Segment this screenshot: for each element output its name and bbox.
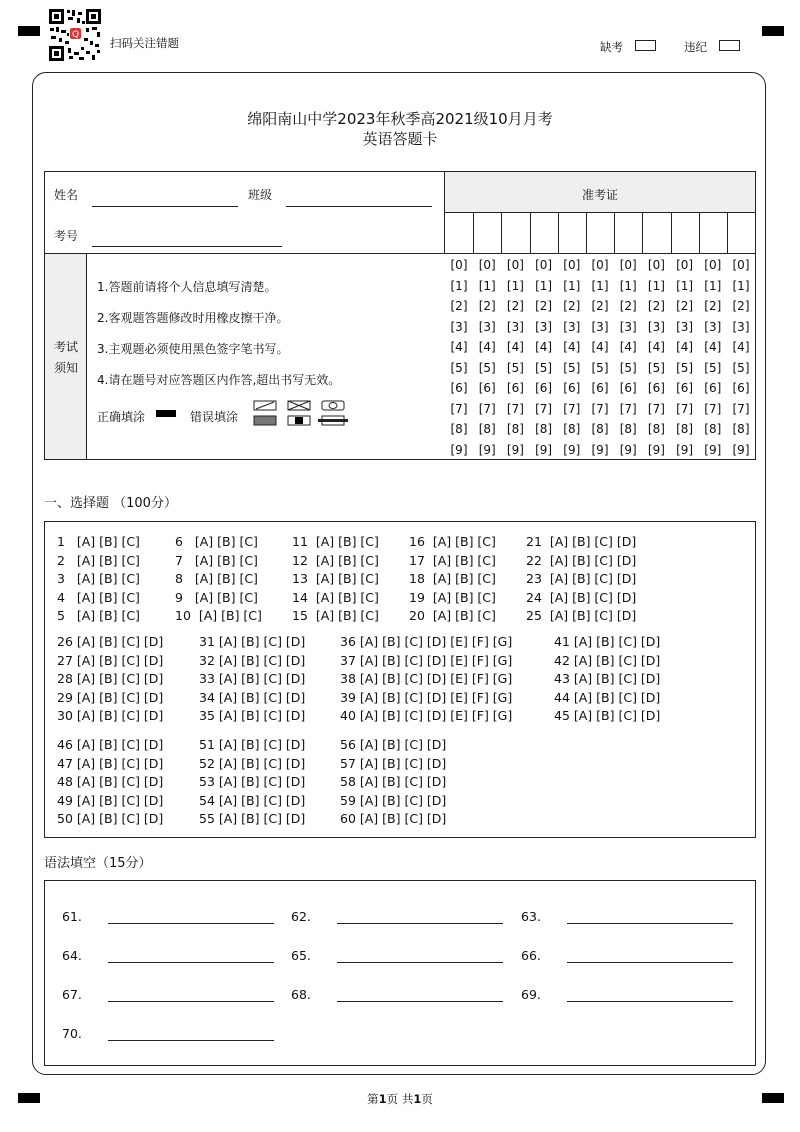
notice-item-1: 1.答题前请将个人信息填写清楚。 — [97, 280, 277, 294]
alignment-mark-top-left — [18, 26, 40, 36]
question-row[interactable]: 2 [A] [B] [C] — [57, 552, 140, 568]
question-row[interactable]: 31 [A] [B] [C] [D] — [199, 634, 306, 649]
fill-answer-line[interactable] — [567, 923, 733, 924]
digit-bubble[interactable]: [8] — [619, 422, 637, 436]
digit-bubble[interactable]: [4] — [619, 340, 637, 354]
question-row[interactable]: 6 [A] [B] [C] — [175, 534, 258, 549]
digit-bubble[interactable]: [4] — [704, 340, 722, 354]
digit-bubble[interactable]: [8] — [450, 422, 468, 436]
digit-bubble[interactable]: [2] — [647, 299, 665, 313]
question-group — [199, 736, 305, 829]
digit-bubble[interactable]: [8] — [535, 422, 553, 436]
class-field[interactable] — [286, 206, 432, 207]
question-group — [554, 633, 660, 726]
page-total: 1 — [413, 1092, 422, 1106]
fill-item-number: 69. — [521, 987, 541, 1002]
digit-bubble[interactable]: [2] — [450, 299, 468, 313]
digit-bubble[interactable]: [7] — [732, 401, 750, 416]
question-row[interactable]: 25 [A] [B] [C] [D] — [526, 608, 637, 623]
question-row[interactable]: 50 [A] [B] [C] [D] — [57, 811, 164, 826]
question-row[interactable]: 24 [A] [B] [C] [D] — [526, 589, 637, 605]
notice-item-4: 4.请在题号对应答题区内作答,超出书写无效。 — [97, 373, 341, 387]
digit-bubble[interactable]: [4] — [535, 340, 553, 354]
digit-bubble[interactable]: [2] — [563, 299, 581, 313]
question-row[interactable]: 46 [A] [B] [C] [D] — [57, 737, 164, 752]
section2-title: 语法填空（15分） — [44, 856, 152, 871]
digit-bubble[interactable]: [8] — [676, 422, 694, 436]
scan-label: 扫码关注错题 — [110, 36, 179, 50]
digit-bubble[interactable]: [3] — [704, 319, 722, 334]
digit-bubble[interactable]: [9] — [647, 442, 665, 457]
question-row[interactable]: 48 [A] [B] [C] [D] — [57, 774, 164, 789]
fill-item-number: 67. — [62, 987, 82, 1002]
admission-digit-column — [586, 255, 614, 460]
violation-checkbox[interactable] — [719, 40, 740, 51]
digit-bubble[interactable]: [3] — [647, 319, 665, 334]
page-number — [0, 1091, 800, 1107]
digit-bubble[interactable]: [9] — [619, 442, 637, 457]
digit-bubble[interactable]: [5] — [563, 360, 581, 375]
digit-bubble[interactable]: [0] — [591, 258, 609, 272]
notice-label-column — [45, 254, 87, 459]
question-row[interactable]: 28 [A] [B] [C] [D] — [57, 671, 164, 686]
admission-digit-column — [642, 255, 670, 460]
digit-bubble[interactable]: [6] — [732, 381, 750, 395]
page-current: 1 — [378, 1092, 387, 1106]
digit-bubble[interactable]: [8] — [732, 422, 750, 436]
digit-bubble[interactable]: [7] — [535, 401, 553, 416]
question-row[interactable]: 1 [A] [B] [C] — [57, 534, 140, 549]
question-row[interactable]: 57 [A] [B] [C] [D] — [340, 755, 447, 771]
exam-no-label: 考号 — [54, 229, 79, 243]
digit-bubble[interactable]: [0] — [732, 258, 750, 272]
digit-bubble[interactable]: [3] — [450, 319, 468, 334]
question-row[interactable]: 35 [A] [B] [C] [D] — [199, 708, 306, 723]
question-row[interactable]: 40 [A] [B] [C] [D] [E] [F] [G] — [340, 708, 513, 723]
question-row[interactable]: 12 [A] [B] [C] — [292, 552, 379, 568]
admission-digit-column — [473, 255, 501, 460]
fill-answer-line[interactable] — [108, 923, 274, 924]
admission-digit-cell[interactable] — [530, 213, 558, 253]
digit-bubble[interactable]: [6] — [478, 381, 496, 395]
question-row[interactable]: 41 [A] [B] [C] [D] — [554, 634, 661, 649]
sheet-title: 英语答题卡 — [362, 130, 438, 148]
digit-bubble[interactable]: [7] — [450, 401, 468, 416]
digit-bubble[interactable]: [1] — [450, 278, 468, 293]
digit-bubble[interactable]: [0] — [647, 258, 665, 272]
admission-digit-cell[interactable] — [445, 213, 473, 253]
admission-digit-column — [614, 255, 642, 460]
digit-bubble[interactable]: [4] — [732, 340, 750, 354]
digit-bubble[interactable]: [1] — [704, 278, 722, 293]
question-group — [57, 533, 140, 626]
question-row[interactable]: 42 [A] [B] [C] [D] — [554, 652, 661, 668]
digit-bubble[interactable]: [1] — [535, 278, 553, 293]
digit-bubble[interactable]: [2] — [676, 299, 694, 313]
digit-bubble[interactable]: [0] — [563, 258, 581, 272]
admission-digit-cell[interactable] — [473, 213, 501, 253]
question-row[interactable]: 27 [A] [B] [C] [D] — [57, 652, 164, 668]
digit-bubble[interactable]: [2] — [732, 299, 750, 313]
admission-digit-column — [501, 255, 529, 460]
digit-bubble[interactable]: [5] — [676, 360, 694, 375]
question-row[interactable]: 45 [A] [B] [C] [D] — [554, 708, 661, 723]
absent-checkbox[interactable] — [635, 40, 656, 51]
alignment-mark-top-right — [762, 26, 784, 36]
digit-bubble[interactable]: [2] — [478, 299, 496, 313]
digit-bubble[interactable]: [6] — [506, 381, 524, 395]
wrong-fill-label: 错误填涂 — [190, 410, 239, 424]
digit-bubble[interactable]: [6] — [591, 381, 609, 395]
question-row[interactable]: 58 [A] [B] [C] [D] — [340, 774, 447, 789]
digit-bubble[interactable]: [2] — [506, 299, 524, 313]
admission-digit-cell[interactable] — [614, 213, 642, 253]
digit-bubble[interactable]: [4] — [591, 340, 609, 354]
question-row[interactable]: 36 [A] [B] [C] [D] [E] [F] [G] — [340, 634, 513, 649]
digit-bubble[interactable]: [4] — [506, 340, 524, 354]
digit-bubble[interactable]: [2] — [619, 299, 637, 313]
digit-bubble[interactable]: [3] — [732, 319, 750, 334]
question-row[interactable]: 16 [A] [B] [C] — [409, 534, 496, 549]
wrong-fill-examples-icon — [252, 399, 348, 429]
question-row[interactable]: 11 [A] [B] [C] — [292, 534, 379, 549]
question-row[interactable]: 22 [A] [B] [C] [D] — [526, 552, 637, 568]
question-group — [175, 533, 262, 626]
digit-bubble[interactable]: [4] — [676, 340, 694, 354]
question-row[interactable]: 29 [A] [B] [C] [D] — [57, 689, 164, 705]
question-row[interactable]: 20 [A] [B] [C] — [409, 608, 496, 623]
digit-bubble[interactable]: [0] — [535, 258, 553, 272]
question-group — [340, 633, 512, 726]
digit-bubble[interactable]: [3] — [619, 319, 637, 334]
digit-bubble[interactable]: [2] — [704, 299, 722, 313]
digit-bubble[interactable]: [5] — [450, 360, 468, 375]
digit-bubble[interactable]: [7] — [478, 401, 496, 416]
notice-label-line2: 须知 — [54, 361, 79, 375]
digit-bubble[interactable]: [7] — [506, 401, 524, 416]
digit-bubble[interactable]: [0] — [506, 258, 524, 272]
fill-item-number: 65. — [291, 948, 311, 963]
question-row[interactable]: 3 [A] [B] [C] — [57, 571, 140, 586]
question-row[interactable]: 8 [A] [B] [C] — [175, 571, 258, 586]
admission-digit-cell[interactable] — [501, 213, 529, 253]
fill-item-number: 61. — [62, 909, 82, 924]
question-group — [340, 736, 446, 829]
digit-bubble[interactable]: [9] — [591, 442, 609, 457]
question-group — [292, 533, 379, 626]
admission-digit-cell[interactable] — [727, 213, 755, 253]
digit-bubble[interactable]: [8] — [563, 422, 581, 436]
name-field[interactable] — [92, 206, 238, 207]
question-row[interactable]: 44 [A] [B] [C] [D] — [554, 689, 661, 705]
digit-bubble[interactable]: [8] — [506, 422, 524, 436]
fill-answer-line[interactable] — [567, 962, 733, 963]
digit-bubble[interactable]: [6] — [563, 381, 581, 395]
admission-digit-column — [530, 255, 558, 460]
digit-bubble[interactable]: [2] — [535, 299, 553, 313]
digit-bubble[interactable]: [9] — [506, 442, 524, 457]
digit-bubble[interactable]: [0] — [676, 258, 694, 272]
digit-bubble[interactable]: [6] — [704, 381, 722, 395]
digit-bubble[interactable]: [7] — [563, 401, 581, 416]
digit-bubble[interactable]: [4] — [478, 340, 496, 354]
page-suffix: 页 — [421, 1092, 433, 1106]
digit-bubble[interactable]: [5] — [732, 360, 750, 375]
notice-item-3: 3.主观题必须使用黑色签字笔书写。 — [97, 342, 289, 356]
digit-bubble[interactable]: [0] — [450, 258, 468, 272]
digit-bubble[interactable]: [8] — [647, 422, 665, 436]
question-row[interactable]: 17 [A] [B] [C] — [409, 552, 496, 568]
admission-digit-column — [699, 255, 727, 460]
question-row[interactable]: 60 [A] [B] [C] [D] — [340, 811, 447, 826]
fill-item-number: 64. — [62, 948, 82, 963]
question-row[interactable]: 26 [A] [B] [C] [D] — [57, 634, 164, 649]
digit-bubble[interactable]: [5] — [535, 360, 553, 375]
fill-answer-line[interactable] — [108, 1001, 274, 1002]
question-row[interactable]: 21 [A] [B] [C] [D] — [526, 534, 637, 549]
digit-bubble[interactable]: [8] — [478, 422, 496, 436]
digit-bubble[interactable]: [4] — [450, 340, 468, 354]
digit-bubble[interactable]: [5] — [619, 360, 637, 375]
fill-answer-line[interactable] — [567, 1001, 733, 1002]
absent-label: 缺考 — [600, 40, 623, 54]
digit-bubble[interactable]: [1] — [506, 278, 524, 293]
question-row[interactable]: 19 [A] [B] [C] — [409, 589, 496, 605]
fill-item-number: 68. — [291, 987, 311, 1002]
qr-code-icon — [48, 8, 102, 62]
admission-digit-column — [558, 255, 586, 460]
name-label: 姓名 — [54, 188, 79, 202]
question-row[interactable]: 39 [A] [B] [C] [D] [E] [F] [G] — [340, 689, 513, 705]
digit-bubble[interactable]: [3] — [563, 319, 581, 334]
question-row[interactable]: 9 [A] [B] [C] — [175, 589, 258, 605]
digit-bubble[interactable]: [3] — [535, 319, 553, 334]
question-row[interactable]: 47 [A] [B] [C] [D] — [57, 755, 164, 771]
admission-digit-cell[interactable] — [586, 213, 614, 253]
fill-answer-line[interactable] — [337, 923, 503, 924]
section1-title: 一、选择题 （100分） — [44, 496, 177, 511]
question-row[interactable]: 51 [A] [B] [C] [D] — [199, 737, 306, 752]
question-row[interactable]: 32 [A] [B] [C] [D] — [199, 652, 306, 668]
digit-bubble[interactable]: [0] — [619, 258, 637, 272]
digit-bubble[interactable]: [7] — [591, 401, 609, 416]
question-row[interactable]: 7 [A] [B] [C] — [175, 552, 258, 568]
question-group — [526, 533, 636, 626]
question-row[interactable]: 23 [A] [B] [C] [D] — [526, 571, 637, 586]
digit-bubble[interactable]: [7] — [647, 401, 665, 416]
question-row[interactable]: 10 [A] [B] [C] — [175, 608, 262, 623]
digit-bubble[interactable]: [6] — [535, 381, 553, 395]
info-divider — [44, 253, 756, 254]
question-group — [409, 533, 496, 626]
digit-bubble[interactable]: [9] — [676, 442, 694, 457]
fill-item-number: 63. — [521, 909, 541, 924]
digit-bubble[interactable]: [1] — [647, 278, 665, 293]
digit-bubble[interactable]: [1] — [732, 278, 750, 293]
fill-item-number: 62. — [291, 909, 311, 924]
admission-digit-column — [727, 255, 755, 460]
digit-bubble[interactable]: [5] — [591, 360, 609, 375]
question-row[interactable]: 49 [A] [B] [C] [D] — [57, 792, 164, 808]
digit-bubble[interactable]: [6] — [647, 381, 665, 395]
digit-bubble[interactable]: [9] — [478, 442, 496, 457]
digit-bubble[interactable]: [6] — [676, 381, 694, 395]
digit-bubble[interactable]: [8] — [591, 422, 609, 436]
fill-answer-line[interactable] — [337, 962, 503, 963]
question-row[interactable]: 38 [A] [B] [C] [D] [E] [F] [G] — [340, 671, 513, 686]
question-row[interactable]: 18 [A] [B] [C] — [409, 571, 496, 586]
admission-digit-column — [671, 255, 699, 460]
question-row[interactable]: 53 [A] [B] [C] [D] — [199, 774, 306, 789]
admission-digit-cell[interactable] — [642, 213, 670, 253]
digit-bubble[interactable]: [0] — [704, 258, 722, 272]
page-prefix: 第 — [367, 1092, 379, 1106]
digit-bubble[interactable]: [6] — [450, 381, 468, 395]
question-group — [199, 633, 305, 726]
digit-bubble[interactable]: [7] — [619, 401, 637, 416]
question-row[interactable]: 4 [A] [B] [C] — [57, 589, 140, 605]
digit-bubble[interactable]: [6] — [619, 381, 637, 395]
question-row[interactable]: 15 [A] [B] [C] — [292, 608, 379, 623]
admission-label: 准考证 — [582, 188, 619, 202]
digit-bubble[interactable]: [5] — [647, 360, 665, 375]
digit-bubble[interactable]: [3] — [506, 319, 524, 334]
notice-item-2: 2.客观题答题修改时用橡皮擦干净。 — [97, 311, 289, 325]
question-row[interactable]: 5 [A] [B] [C] — [57, 608, 140, 623]
question-group — [57, 633, 163, 726]
question-row[interactable]: 56 [A] [B] [C] [D] — [340, 737, 447, 752]
question-row[interactable]: 30 [A] [B] [C] [D] — [57, 708, 164, 723]
digit-bubble[interactable]: [1] — [478, 278, 496, 293]
admission-digit-cell[interactable] — [671, 213, 699, 253]
digit-bubble[interactable]: [9] — [563, 442, 581, 457]
class-label: 班级 — [248, 188, 273, 202]
digit-bubble[interactable]: [2] — [591, 299, 609, 313]
notice-label-line1: 考试 — [54, 340, 79, 354]
page-mid: 页 共 — [386, 1092, 414, 1106]
question-row[interactable]: 59 [A] [B] [C] [D] — [340, 792, 447, 808]
question-row[interactable]: 33 [A] [B] [C] [D] — [199, 671, 306, 686]
digit-bubble[interactable]: [3] — [676, 319, 694, 334]
fill-item-number: 70. — [62, 1026, 82, 1041]
question-group — [57, 736, 163, 829]
digit-bubble[interactable]: [9] — [704, 442, 722, 457]
digit-bubble[interactable]: [9] — [535, 442, 553, 457]
digit-bubble[interactable]: [1] — [676, 278, 694, 293]
question-row[interactable]: 54 [A] [B] [C] [D] — [199, 792, 306, 808]
admission-digit-column — [445, 255, 473, 460]
digit-bubble[interactable]: [4] — [563, 340, 581, 354]
question-row[interactable]: 52 [A] [B] [C] [D] — [199, 755, 306, 771]
digit-bubble[interactable]: [1] — [563, 278, 581, 293]
digit-bubble[interactable]: [3] — [591, 319, 609, 334]
question-row[interactable]: 14 [A] [B] [C] — [292, 589, 379, 605]
correct-fill-label: 正确填涂 — [97, 410, 146, 424]
grammar-fill-box — [44, 880, 756, 1066]
digit-bubble[interactable]: [7] — [704, 401, 722, 416]
question-row[interactable]: 55 [A] [B] [C] [D] — [199, 811, 306, 826]
question-row[interactable]: 37 [A] [B] [C] [D] [E] [F] [G] — [340, 652, 513, 668]
digit-bubble[interactable]: [9] — [732, 442, 750, 457]
violation-label: 违纪 — [684, 40, 707, 54]
admission-digit-cell[interactable] — [558, 213, 586, 253]
svg-text:Q: Q — [71, 30, 80, 40]
digit-bubble[interactable]: [4] — [647, 340, 665, 354]
digit-bubble[interactable]: [5] — [704, 360, 722, 375]
question-row[interactable]: 34 [A] [B] [C] [D] — [199, 689, 306, 705]
digit-bubble[interactable]: [8] — [704, 422, 722, 436]
fill-item-number: 66. — [521, 948, 541, 963]
exam-no-field[interactable] — [92, 246, 282, 247]
digit-bubble[interactable]: [5] — [478, 360, 496, 375]
fill-answer-line[interactable] — [108, 962, 274, 963]
digit-bubble[interactable]: [1] — [591, 278, 609, 293]
digit-bubble[interactable]: [3] — [478, 319, 496, 334]
digit-bubble[interactable]: [7] — [676, 401, 694, 416]
digit-bubble[interactable]: [5] — [506, 360, 524, 375]
question-row[interactable]: 13 [A] [B] [C] — [292, 571, 379, 586]
digit-bubble[interactable]: [9] — [450, 442, 468, 457]
admission-digit-cell[interactable] — [699, 213, 727, 253]
digit-bubble[interactable]: [1] — [619, 278, 637, 293]
exam-title: 绵阳南山中学2023年秋季高2021级10月月考 — [247, 110, 553, 128]
fill-answer-line[interactable] — [337, 1001, 503, 1002]
digit-bubble[interactable]: [0] — [478, 258, 496, 272]
question-row[interactable]: 43 [A] [B] [C] [D] — [554, 671, 661, 686]
fill-answer-line[interactable] — [108, 1040, 274, 1041]
correct-fill-example-icon — [156, 410, 176, 417]
